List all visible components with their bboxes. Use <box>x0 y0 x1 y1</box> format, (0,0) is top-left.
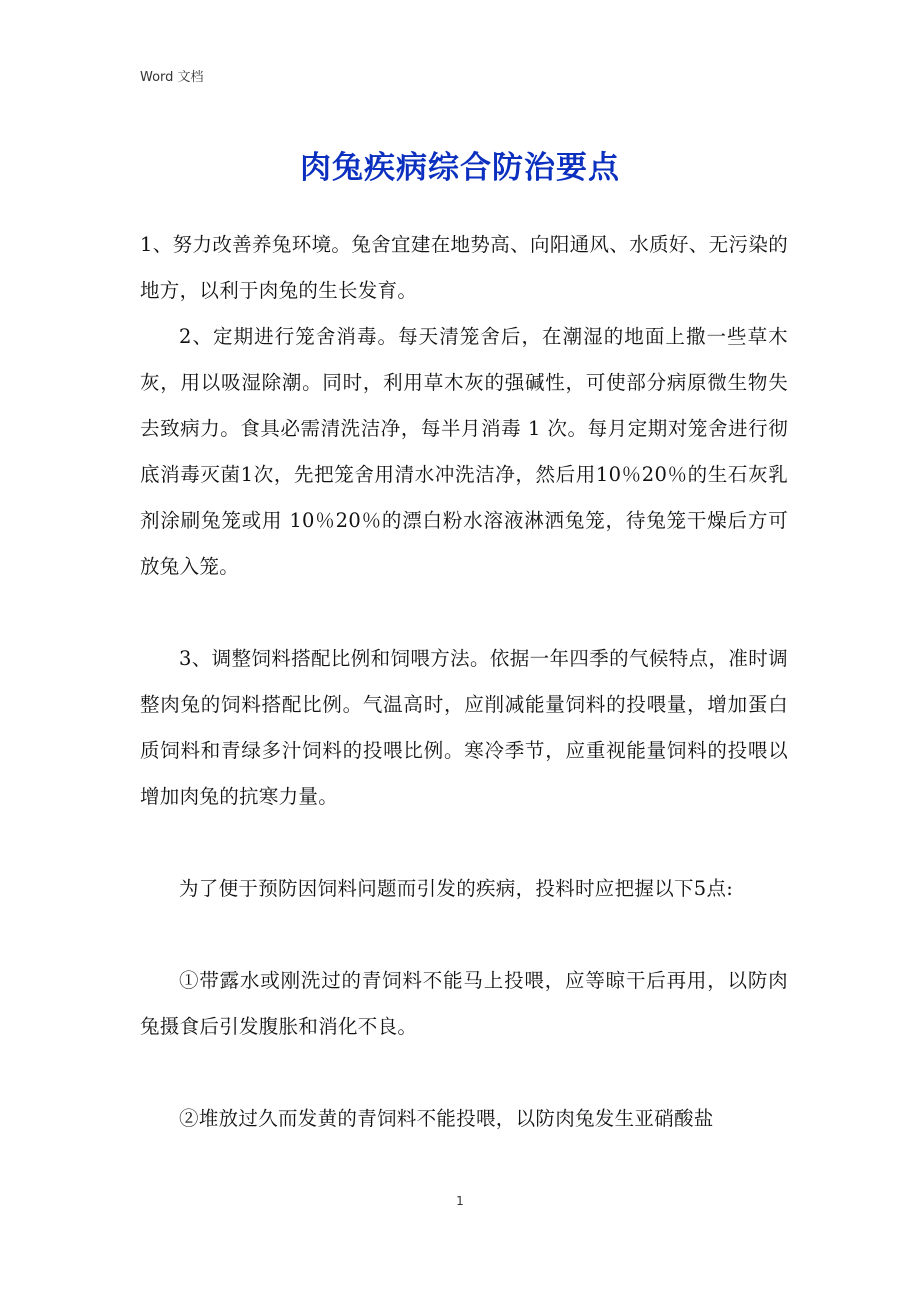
paragraph-5: ①带露水或刚洗过的青饲料不能马上投喂，应等晾干后再用，以防肉兔摄食后引发腹胀和消化不良。 <box>140 969 788 1038</box>
paragraph-spacer <box>140 1050 788 1096</box>
paragraph-3: 3、调整饲料搭配比例和饲喂方法。依据一年四季的气候特点，准时调整肉兔的饲料搭配比例。气温高时，应削减能量饲料的投喂量，增加蛋白质饲料和青绿多汁饲料的投喂比例。寒冷季节，应重视能量饲料的投喂以增加肉兔的抗寒力量。 <box>140 647 788 808</box>
document-header-label: Word 文档 <box>140 70 204 85</box>
paragraph-1: 1、努力改善养兔环境。兔舍宜建在地势高、向阳通风、水质好、无污染的地方，以利于肉兔的生长发育。 <box>140 233 788 302</box>
page-number: 1 <box>456 1194 464 1208</box>
paragraph-spacer <box>140 912 788 958</box>
paragraph-2: 2、定期进行笼舍消毒。每天清笼舍后，在潮湿的地面上撒一些草木灰，用以吸湿除潮。同时，利用草木灰的强碱性，可使部分病原微生物失去致病力。食具必需清洗洁净，每半月消毒 1 次。每月定期对笼舍进行彻底消毒灭菌1次，先把笼舍用清水冲洗洁净，然后用10％20％的生石灰乳剂涂刷兔笼或用 10％20％的漂白粉水溶液淋洒兔笼，待兔笼干燥后方可放兔入笼。 <box>140 325 788 578</box>
paragraph-spacer <box>140 590 788 636</box>
paragraph-4: 为了便于预防因饲料问题而引发的疾病，投料时应把握以下5点: <box>179 877 734 900</box>
document-body <box>140 222 788 1142</box>
paragraph-6: ②堆放过久而发黄的青饲料不能投喂，以防肉兔发生亚硝酸盐 <box>179 1107 714 1130</box>
paragraph-spacer <box>140 820 788 866</box>
document-title: 肉兔疾病综合防治要点 <box>300 150 620 186</box>
